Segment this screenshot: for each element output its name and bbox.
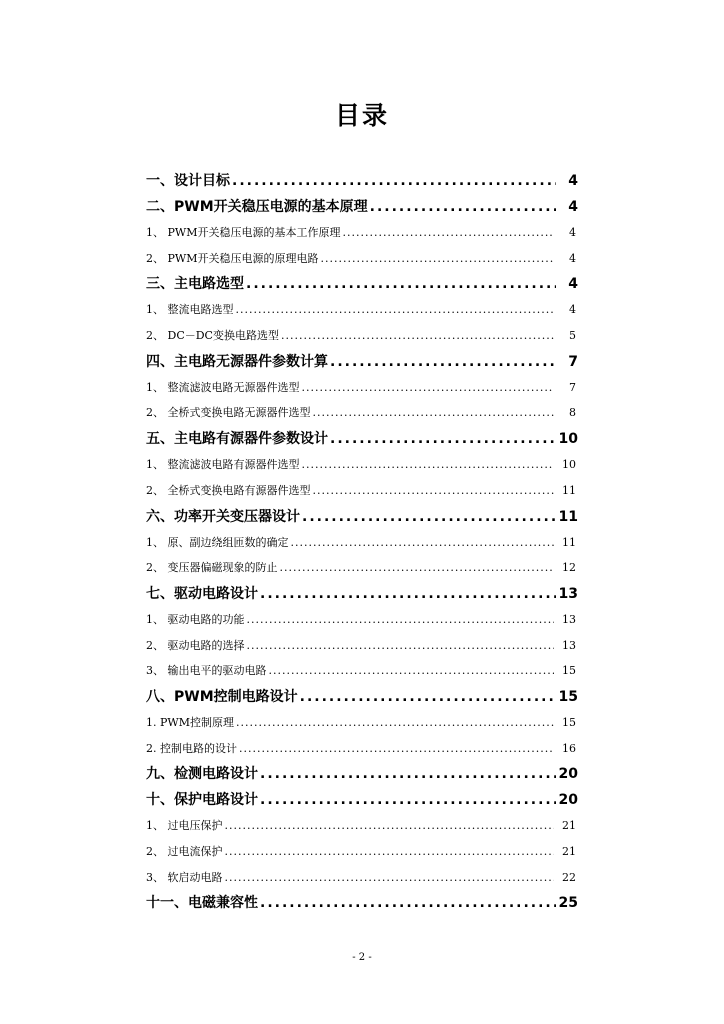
toc-entry-label: 2. 控制电路的设计	[146, 741, 237, 755]
toc-entry-label: 2、 过电流保护	[146, 845, 223, 858]
toc-leader-dots	[320, 246, 554, 272]
toc-entry-page: 21	[562, 819, 576, 833]
toc-entry-page: 12	[562, 561, 576, 575]
toc-entry-page: 4	[569, 303, 576, 317]
toc-subsection-entry[interactable]	[146, 297, 578, 323]
toc-entry-label: 1、 整流电路选型	[146, 303, 234, 317]
toc-entry-label: 2、 变压器偏磁现象的防止	[146, 561, 278, 575]
toc-entry-label: 九、检测电路设计	[146, 766, 258, 783]
toc-section-entry[interactable]	[146, 684, 578, 710]
toc-section-entry[interactable]	[146, 761, 578, 787]
toc-entry-page: 20	[558, 766, 578, 783]
toc-entry-label: 十一、电磁兼容性	[146, 895, 258, 912]
toc-section-entry[interactable]	[146, 504, 578, 530]
toc-leader-dots	[247, 607, 555, 633]
toc-entry-page: 13	[562, 612, 576, 626]
toc-entry-label: 2、 全桥式变换电路有源器件选型	[146, 483, 311, 497]
toc-leader-dots	[225, 865, 555, 891]
toc-subsection-entry[interactable]	[146, 839, 578, 865]
toc-entry-page: 13	[558, 585, 578, 602]
toc-section-entry[interactable]	[146, 349, 578, 375]
toc-entry-label: 六、功率开关变压器设计	[146, 508, 300, 525]
toc-subsection-entry[interactable]	[146, 530, 578, 556]
toc-entry-page: 4	[568, 199, 578, 215]
toc-entry-label: 十、保护电路设计	[146, 792, 258, 809]
toc-subsection-entry[interactable]	[146, 478, 578, 504]
toc-section-entry[interactable]	[146, 168, 578, 194]
toc-entry-page: 4	[568, 276, 578, 293]
toc-subsection-entry[interactable]	[146, 323, 578, 349]
toc-subsection-entry[interactable]	[146, 736, 578, 762]
toc-subsection-entry[interactable]	[146, 555, 578, 581]
toc-entry-page: 16	[562, 741, 576, 755]
toc-subsection-entry[interactable]	[146, 452, 578, 478]
toc-subsection-entry[interactable]	[146, 220, 578, 246]
toc-entry-label: 2、 DC－DC变换电路选型	[146, 329, 279, 343]
toc-entry-page: 21	[562, 845, 576, 858]
toc-entry-label: 八、PWM控制电路设计	[146, 688, 298, 705]
toc-entry-label: 1、 整流滤波电路有源器件选型	[146, 458, 300, 472]
toc-entry-page: 22	[562, 870, 576, 884]
toc-leader-dots	[330, 426, 556, 452]
toc-entry-label: 1、 驱动电路的功能	[146, 612, 245, 626]
toc-leader-dots	[269, 658, 555, 684]
toc-leader-dots	[260, 581, 556, 607]
toc-entry-page: 15	[562, 715, 576, 729]
toc-leader-dots	[225, 839, 555, 865]
table-of-contents	[146, 168, 578, 916]
toc-subsection-entry[interactable]	[146, 710, 578, 736]
toc-leader-dots	[225, 813, 555, 839]
toc-subsection-entry[interactable]	[146, 246, 578, 272]
toc-entry-page: 20	[558, 792, 578, 809]
toc-leader-dots	[302, 504, 556, 530]
toc-entry-label: 2、 全桥式变换电路无源器件选型	[146, 406, 311, 420]
toc-leader-dots	[260, 890, 556, 916]
toc-entry-page: 4	[569, 226, 576, 239]
toc-subsection-entry[interactable]	[146, 658, 578, 684]
toc-subsection-entry[interactable]	[146, 865, 578, 891]
toc-entry-page: 11	[558, 508, 578, 525]
page-number: - 2 -	[352, 952, 372, 963]
toc-leader-dots	[313, 478, 555, 504]
toc-entry-label: 2、 PWM开关稳压电源的原理电路	[146, 251, 319, 265]
toc-entry-label: 1、 过电压保护	[146, 819, 223, 833]
toc-subsection-entry[interactable]	[146, 375, 578, 401]
toc-entry-page: 25	[558, 895, 578, 912]
toc-entry-label: 1、 整流滤波电路无源器件选型	[146, 380, 300, 394]
toc-leader-dots	[302, 452, 555, 478]
toc-entry-label: 五、主电路有源器件参数设计	[146, 431, 328, 448]
toc-entry-page: 15	[562, 664, 576, 678]
toc-entry-page: 11	[562, 535, 576, 549]
toc-leader-dots	[247, 633, 555, 659]
toc-entry-page: 7	[568, 353, 578, 370]
toc-leader-dots	[260, 761, 556, 787]
toc-section-entry[interactable]	[146, 581, 578, 607]
toc-section-entry[interactable]	[146, 890, 578, 916]
toc-leader-dots	[260, 787, 556, 813]
toc-entry-label: 三、主电路选型	[146, 276, 244, 293]
toc-entry-label: 七、驱动电路设计	[146, 585, 258, 602]
toc-entry-page: 10	[558, 431, 578, 448]
toc-entry-label: 3、 输出电平的驱动电路	[146, 664, 267, 678]
toc-leader-dots	[330, 349, 556, 375]
toc-section-entry[interactable]	[146, 271, 578, 297]
toc-leader-dots	[313, 400, 555, 426]
toc-leader-dots	[236, 710, 554, 736]
toc-entry-label: 一、设计目标	[146, 173, 230, 189]
toc-subsection-entry[interactable]	[146, 400, 578, 426]
toc-leader-dots	[239, 736, 554, 762]
toc-subsection-entry[interactable]	[146, 633, 578, 659]
toc-entry-label: 2、 驱动电路的选择	[146, 638, 245, 652]
toc-leader-dots	[280, 555, 555, 581]
toc-entry-label: 3、 软启动电路	[146, 870, 223, 884]
toc-entry-page: 5	[569, 329, 576, 343]
toc-subsection-entry[interactable]	[146, 813, 578, 839]
toc-entry-label: 1、 PWM开关稳压电源的基本工作原理	[146, 226, 341, 239]
toc-entry-label: 二、PWM开关稳压电源的基本原理	[146, 199, 368, 215]
toc-entry-page: 4	[569, 251, 576, 265]
toc-entry-page: 11	[562, 483, 576, 497]
toc-entry-label: 四、主电路无源器件参数计算	[146, 353, 328, 370]
toc-entry-label: 1. PWM控制原理	[146, 715, 234, 729]
toc-section-entry[interactable]	[146, 787, 578, 813]
toc-entry-page: 15	[558, 688, 578, 705]
toc-leader-dots	[291, 530, 555, 556]
toc-leader-dots	[236, 297, 555, 323]
toc-entry-page: 4	[568, 173, 578, 189]
toc-leader-dots	[302, 375, 555, 401]
toc-entry-page: 10	[562, 458, 576, 472]
toc-leader-dots	[246, 271, 556, 297]
toc-entry-page: 8	[569, 406, 576, 420]
toc-leader-dots	[342, 220, 554, 246]
toc-subsection-entry[interactable]	[146, 607, 578, 633]
toc-entry-label: 1、 原、副边绕组匝数的确定	[146, 535, 289, 549]
toc-leader-dots	[281, 323, 554, 349]
toc-leader-dots	[300, 684, 556, 710]
toc-entry-page: 7	[569, 380, 576, 394]
toc-leader-dots	[232, 168, 556, 194]
toc-section-entry[interactable]	[146, 194, 578, 220]
toc-leader-dots	[370, 194, 556, 220]
toc-section-entry[interactable]	[146, 426, 578, 452]
toc-title: 目录	[334, 101, 389, 130]
toc-entry-page: 13	[562, 638, 576, 652]
